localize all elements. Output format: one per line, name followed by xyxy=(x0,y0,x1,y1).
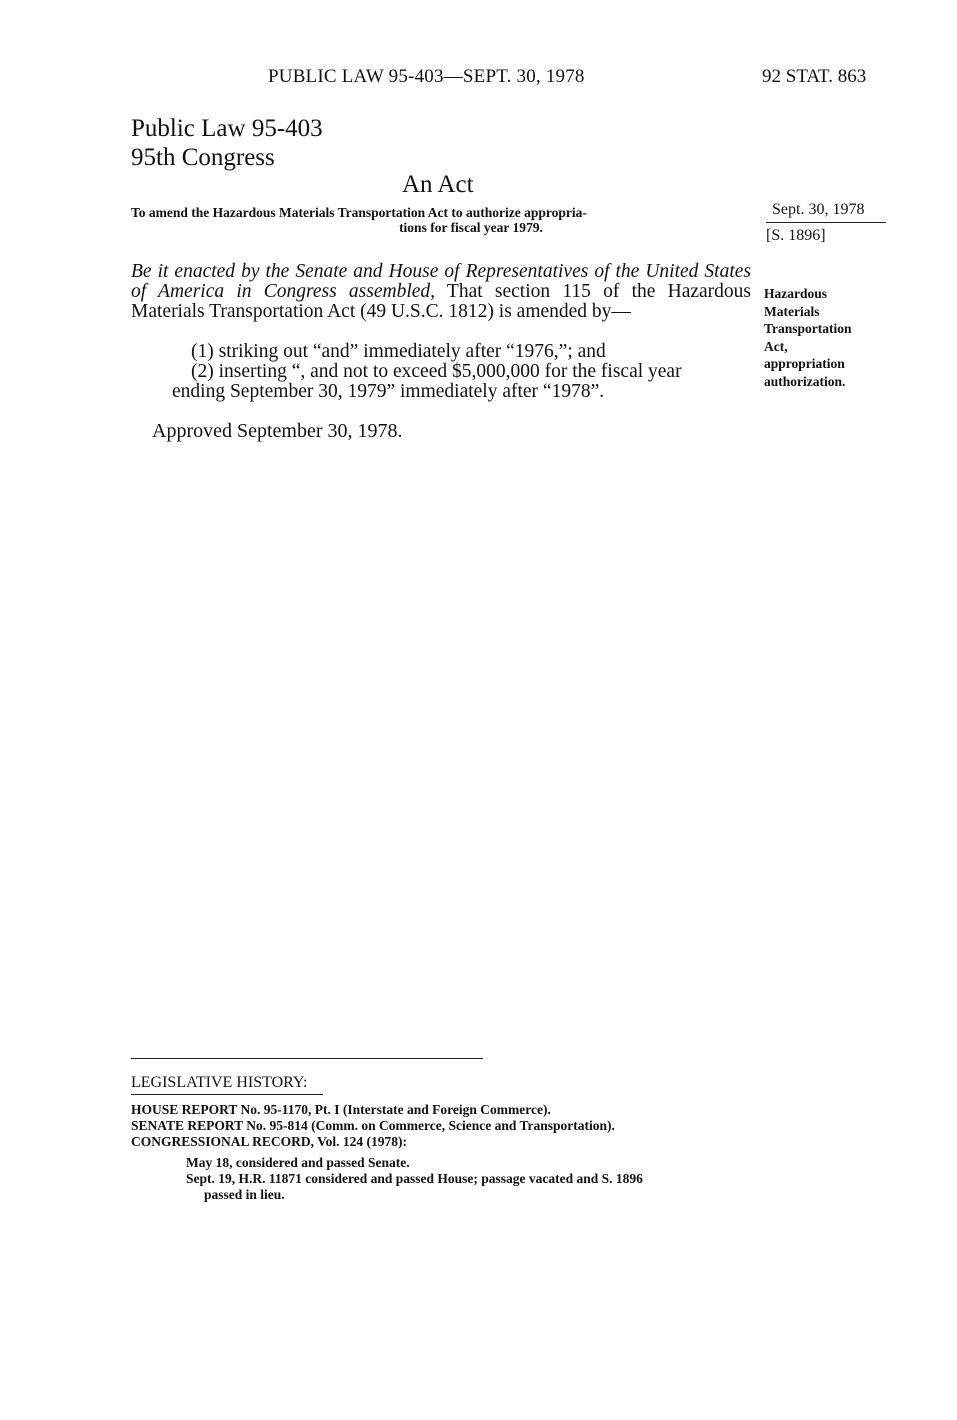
sidenote-line: Hazardous xyxy=(764,286,828,301)
purpose-line-1: To amend the Hazardous Materials Transportation Act to authorize appropria- xyxy=(131,205,587,220)
margin-sidenote xyxy=(764,285,852,390)
senate-report: SENATE REPORT No. 95-814 (Comm. on Commerce, Science and Transportation). xyxy=(131,1118,615,1133)
margin-rule xyxy=(766,222,886,223)
margin-bill-number: [S. 1896] xyxy=(766,227,826,244)
sidenote-line: Act, xyxy=(764,338,788,354)
amendment-item-2-line-2: ending September 30, 1979” immediately after “1978”. xyxy=(172,381,605,402)
statutes-page-number: 92 STAT. 863 xyxy=(762,66,867,87)
sidenote-line: authorization. xyxy=(764,373,846,389)
law-number: Public Law 95-403 xyxy=(131,115,323,142)
sidenote-line: Materials xyxy=(764,303,820,319)
record-entry-may: May 18, considered and passed Senate. xyxy=(186,1155,410,1170)
amendment-item-1: (1) striking out “and” immediately after “1976,”; and xyxy=(191,341,606,362)
enacting-paragraph xyxy=(131,262,751,322)
congressional-record: CONGRESSIONAL RECORD, Vol. 124 (1978): xyxy=(131,1134,408,1149)
section-text: That section 115 of the Hazardous Materials Transportation Act (49 U.S.C. 1812) is amended by— xyxy=(131,281,751,322)
heading-underline xyxy=(131,1094,323,1095)
approval-line: Approved September 30, 1978. xyxy=(152,420,403,442)
sidenote-line: appropriation xyxy=(764,356,845,371)
legislative-history-heading: LEGISLATIVE HISTORY: xyxy=(131,1074,308,1091)
sidenote-line: Transportation xyxy=(764,321,852,336)
record-entry-sept-continued: passed in lieu. xyxy=(204,1187,285,1202)
act-purpose xyxy=(131,205,751,235)
congress-number: 95th Congress xyxy=(131,144,275,171)
house-report: HOUSE REPORT No. 95-1170, Pt. I (Interstate and Foreign Commerce). xyxy=(131,1102,551,1117)
margin-date: Sept. 30, 1978 xyxy=(772,201,865,218)
purpose-line-2: tions for fiscal year 1979. xyxy=(399,220,543,235)
enacting-clause: Be it enacted by the Senate and House of Representatives of the United States of America in Congress assembled, xyxy=(131,261,751,302)
running-head: PUBLIC LAW 95-403—SEPT. 30, 1978 xyxy=(268,66,585,87)
footnote-divider xyxy=(131,1058,483,1059)
amendment-item-2-line-1: (2) inserting “, and not to exceed $5,000,000 for the fiscal year xyxy=(191,361,682,382)
record-entry-sept: Sept. 19, H.R. 11871 considered and passed House; passage vacated and S. 1896 xyxy=(186,1171,643,1186)
act-title: An Act xyxy=(402,171,474,198)
